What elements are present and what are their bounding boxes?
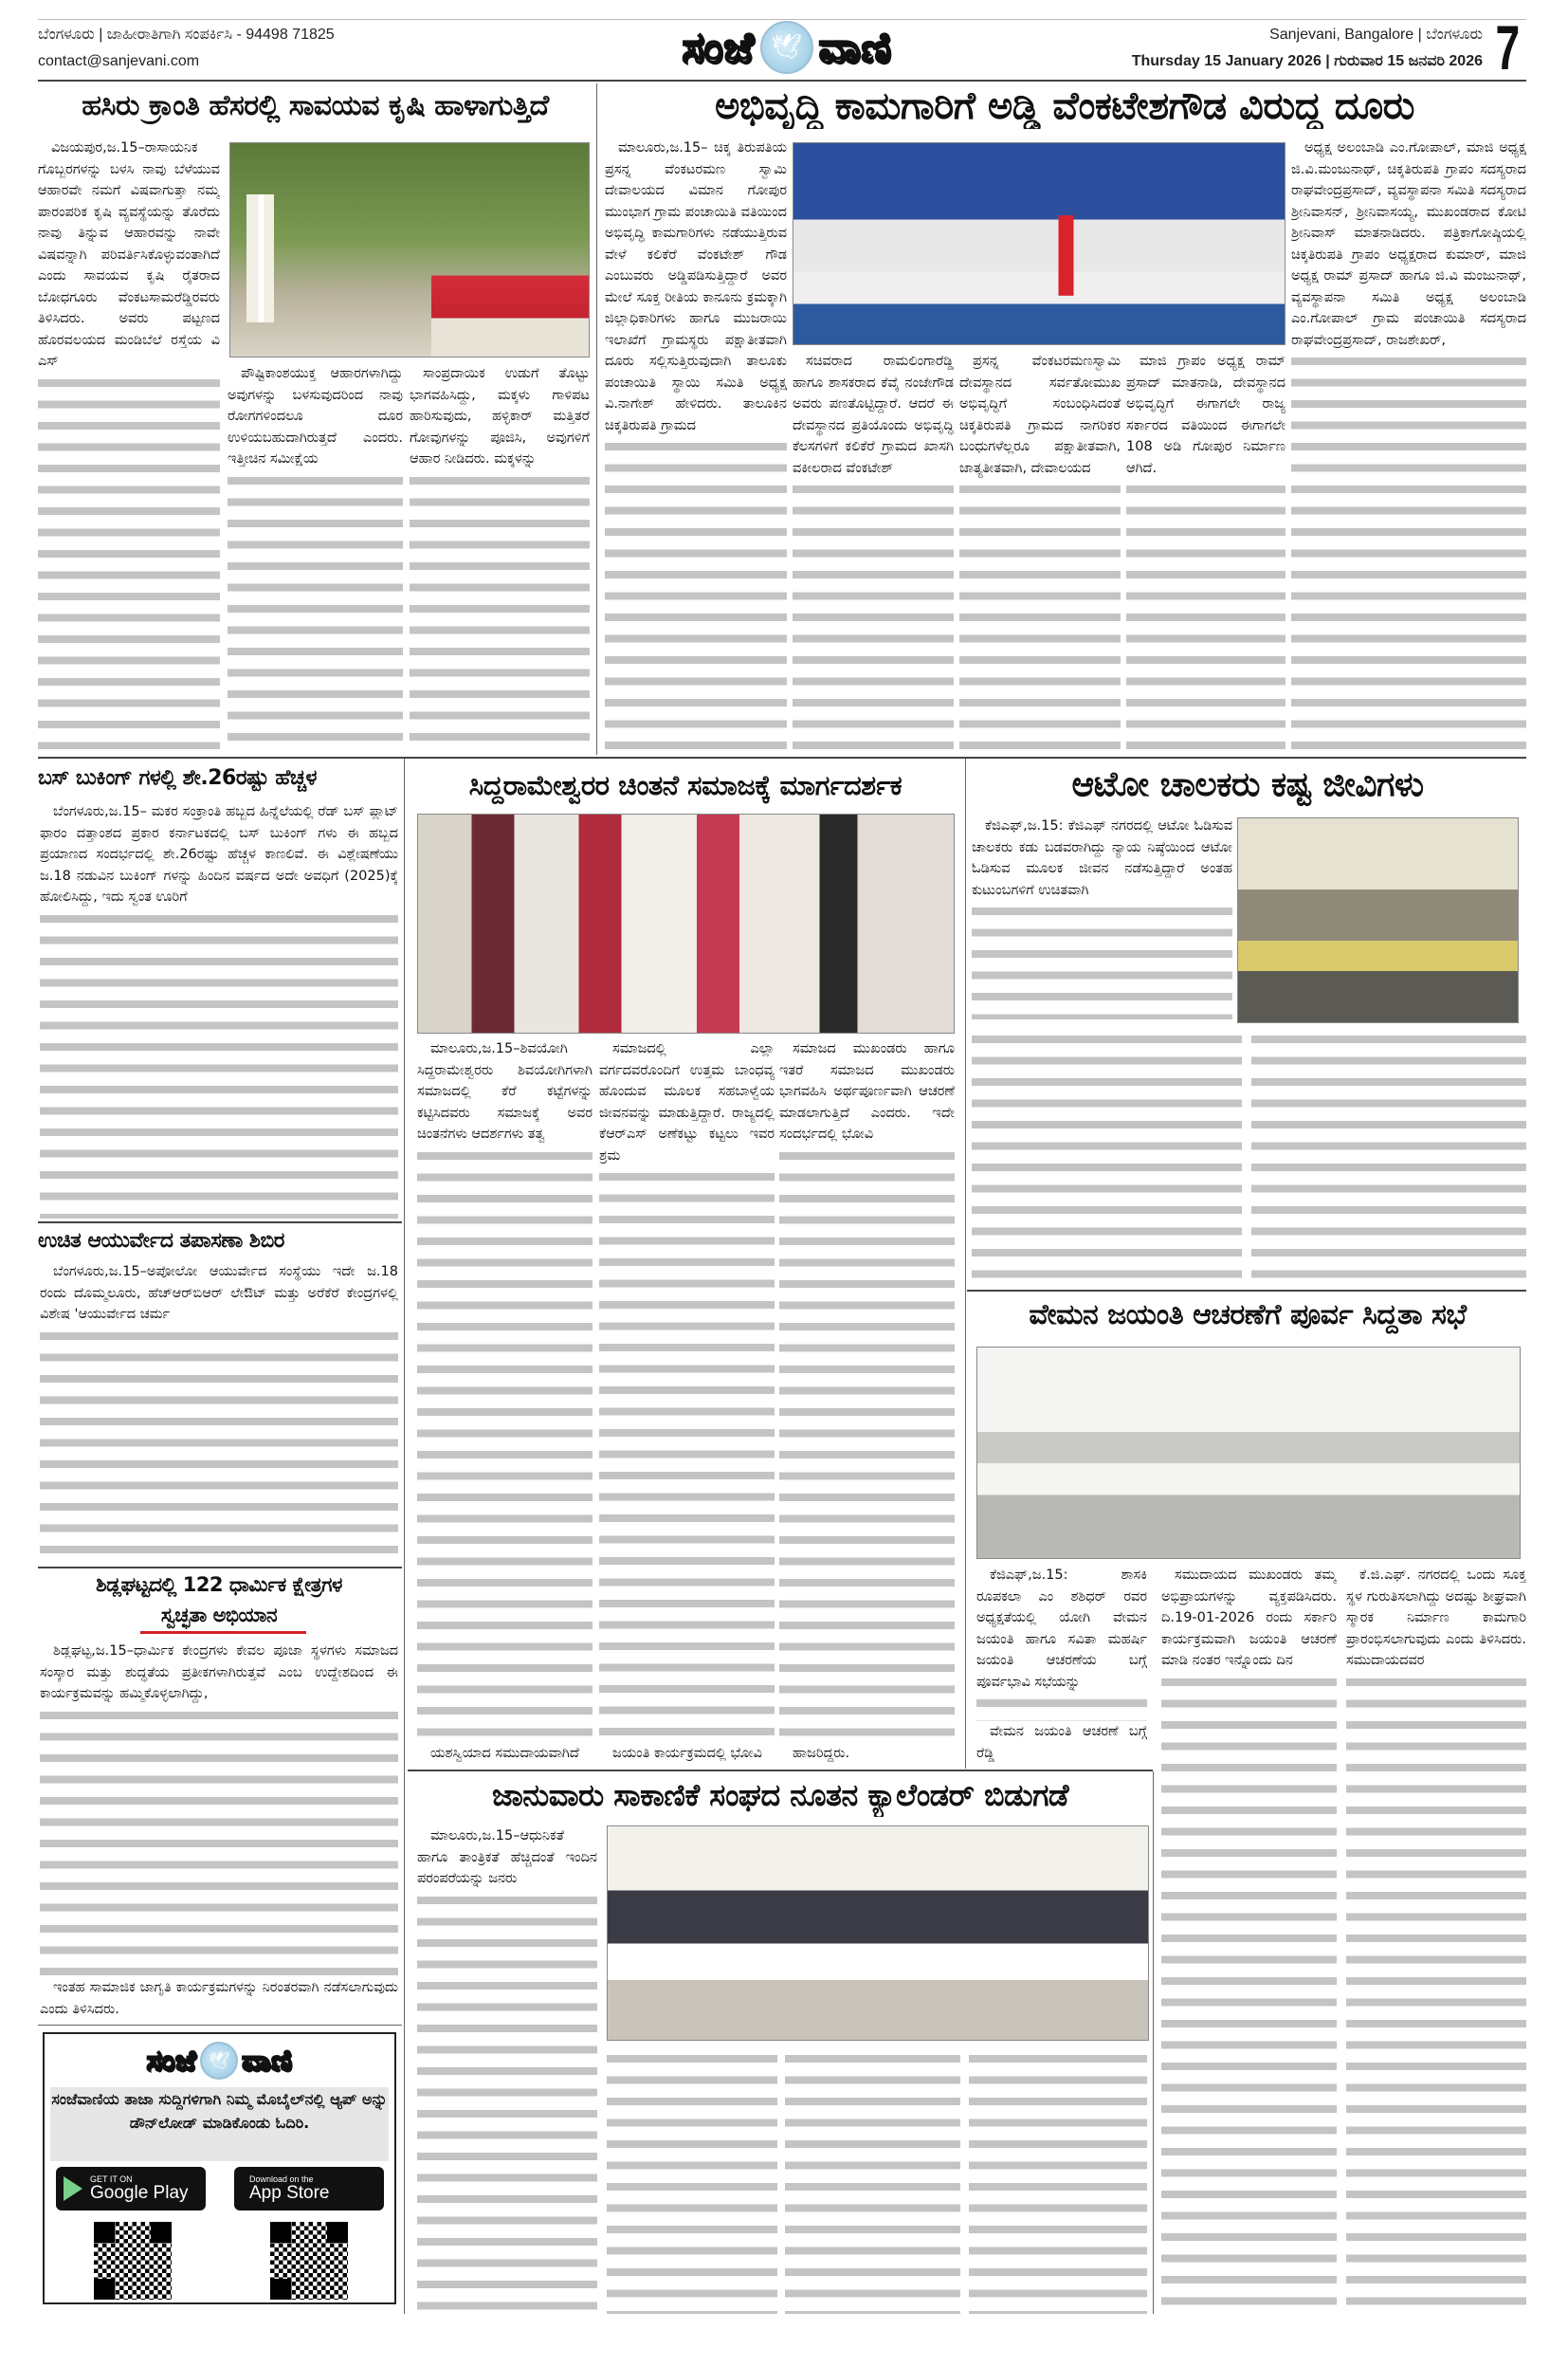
masthead-contact-line: ಬೆಂಗಳೂರು | ಜಾಹೀರಾತಿಗಾಗಿ ಸಂಪರ್ಕಿಸಿ - 94498 71825 <box>38 27 335 43</box>
article-text: ವಿಜಯಪುರ,ಜ.15–ರಾಸಾಯನಿಕ ಗೊಬ್ಬರಗಳನ್ನು ಬಳಸಿ ನಾವು ಬೆಳೆಯುವ ಆಹಾರವೇ ನಮಗೆ ವಿಷವಾಗುತ್ತಾ ನಮ್ಮ ಪಾರಂಪರಿಕ ಕೃಷಿ ವ್ಯವಸ್ಥೆಯನ್ನು ತೊರೆದು ನಾವು ತಿನ್ನುವ ಆಹಾರವನ್ನು ನಾವೇ ವಿಷವನ್ನಾಗಿ ಪರಿವರ್ತಿಸಿಕೊಳ್ಳುವಂತಾಗಿದೆ ಎಂದು ಸಾವಯವ ಕೃಷಿ ರೈತರಾದ ಬೋಧಗೂರು ವೆಂಕಟಸಾಮರೆಡ್ಡಿರವರು ತಿಳಿಸಿದರು. ಅವರು ಪಟ್ಟಣದ ಹೊರವಲಯದ ಮಂಡಿಬೆಲೆ ರಸ್ತೆಯ ವಿ ಎಸ್ <box>38 140 220 369</box>
article-column-s2-0 <box>605 138 787 749</box>
section-rule <box>38 1567 402 1568</box>
google-play-qr-code[interactable] <box>94 2222 172 2300</box>
article-body-continuation <box>793 479 954 749</box>
article-body-continuation <box>40 1326 398 1564</box>
masthead-date: Thursday 15 January 2026 | ಗುರುವಾರ 15 ಜನವರಿ 2026 <box>1131 53 1483 69</box>
photo-siddarameshwara-felicitation <box>417 814 955 1034</box>
headline-shidlaghatta-line1: ಶಿಡ್ಲಘಟ್ಟದಲ್ಲಿ 122 ಧಾರ್ಮಿಕ ಕ್ಷೇತ್ರಗಳ <box>96 1573 342 1596</box>
article-text: ಕೆ.ಜಿ.ಎಫ್. ನಗರದಲ್ಲಿ ಒಂದು ಸೂಕ್ತ ಸ್ಥಳ ಗುರುತಿಸಲಾಗಿದ್ದು ಅದಷ್ಟು ಶೀಘ್ರವಾಗಿ ಸ್ಮಾರಕ ನಿರ್ಮಾಣ ಕಾಮಗಾರಿ ಪ್ರಾರಂಭಿಸಲಾಗುವುದು ಎಂದು ತಿಳಿಸಿದರು. ಸಮುದಾಯದವರ <box>1346 1568 1526 1668</box>
section-rule <box>38 2025 402 2026</box>
article-text: ಮಾಜಿ ಗ್ರಾಪಂ ಅಧ್ಯಕ್ಷ ರಾಮ್ ಪ್ರಸಾದ್ ಮಾತನಾಡಿ, ದೇವಸ್ಥಾನದ ಅಭಿವೃದ್ಧಿಗೆ ಈಗಾಗಲೇ ರಾಜ್ಯ ಸರ್ಕಾರದ ವತಿಯಿಂದ ಈಗಾಗಲೇ 108 ಅಡಿ ಗೋಪುರ ನಿರ್ಮಾಣ ಆಗಿದೆ. <box>1126 354 1285 476</box>
article-column-s8-2 <box>1346 1565 1526 2314</box>
article-column-s9-3 <box>969 2048 1147 2314</box>
article-body-continuation <box>410 470 590 750</box>
article-text: ಸಚಿವರಾದ ರಾಮಲಿಂಗಾರೆಡ್ಡಿ ಹಾಗೂ ಶಾಸಕರಾದ ಕೆವೈ ನಂಜೇಗೌಡ ಅವರು ಪಣತೊಟ್ಟಿದ್ದಾರೆ. ಆದರೆ ಈ ದೇವಸ್ಥಾನದ ಪ್ರತಿಯೊಂದು ಅಭಿವೃದ್ಧಿ ಕೆಲಸಗಳಿಗೆ ಕಲಿಕೆರೆ ಗ್ರಾಮದ ಖಾಸಗಿ ವಕೀಲರಾದ ವೆಂಕಟೇಶ್ <box>793 354 954 476</box>
article-column-s6-2 <box>779 1038 955 1764</box>
logo-text-left: ಸಂಜೆ <box>682 23 755 72</box>
headline-siddarameshwara: ಸಿದ್ದರಾಮೇಶ್ವರರ ಚಿಂತನೆ ಸಮಾಜಕ್ಕೆ ಮಾರ್ಗದರ್ಶಕ <box>468 769 903 801</box>
column-rule <box>596 83 597 755</box>
article-body-continuation <box>972 901 1232 1019</box>
section-rule <box>408 1770 1153 1771</box>
article-text: ಸಮುದಾಯದ ಮುಖಂಡರು ತಮ್ಮ ಅಭಿಪ್ರಾಯಗಳನ್ನು ವ್ಯಕ್ತಪಡಿಸಿದರು. ದಿ.19-01-2026 ರಂದು ಸರ್ಕಾರಿ ಕಾರ್ಯಕ್ರಮವಾಗಿ ಜಯಂತಿ ಆಚರಣೆ ಮಾಡಿ ನಂತರ ಇನ್ನೊಂದು ದಿನ <box>1161 1568 1337 1668</box>
ad-logo-right: ವಾಣಿ <box>242 2044 293 2078</box>
section-rule <box>967 1290 1526 1292</box>
article-body-continuation <box>605 436 787 749</box>
article-body-continuation <box>417 1890 597 2315</box>
article-body-continuation <box>959 479 1121 749</box>
article-text-end: ವೇಮನ ಜಯಂತಿ ಆಚರಣೆ ಬಗ್ಗೆ ರೆಡ್ಡಿ <box>976 1724 1147 1761</box>
play-icon <box>64 2176 82 2201</box>
article-column-s7-0 <box>972 816 1232 1019</box>
article-body-continuation <box>607 2048 777 2314</box>
section-rule <box>38 757 1526 759</box>
photo-auto-drivers <box>1237 817 1519 1023</box>
dove-icon: 🕊 <box>200 2042 238 2080</box>
article-column-s4-0 <box>40 1261 398 1563</box>
article-text: ಕೆಜಿಎಫ್,ಜ.15: ಕೆಜಿಎಫ್ ನಗರದಲ್ಲಿ ಆಟೋ ಓಡಿಸುವ ಚಾಲಕರು ಕಡು ಬಡವರಾಗಿದ್ದು ನ್ಯಾಯ ನಿಷ್ಠೆಯಿಂದ ಆಟೋ ಓಡಿಸುವ ಮೂಲಕ ಜೀವನ ನಡೆಸುತ್ತಿದ್ದಾರೆ ಅಂತಹ ಕುಟುಂಬಗಳಿಗೆ ಉಚಿತವಾಗಿ <box>972 818 1232 898</box>
headline-cattle-calendar: ಜಾನುವಾರು ಸಾಕಾಣಿಕೆ ಸಂಘದ ನೂತನ ಕ್ಯಾಲೆಂಡರ್ ಬಿಡುಗಡೆ <box>491 1777 1069 1813</box>
article-body-continuation <box>779 1146 955 1743</box>
article-column-s9-1 <box>607 2048 777 2314</box>
article-body-continuation <box>228 470 403 750</box>
photo-vemana-meeting <box>976 1347 1521 1559</box>
article-text: ಬೆಂಗಳೂರು,ಜ.15–ಅಪೋಲೋ ಆಯುರ್ವೇದ ಸಂಸ್ಥೆಯು ಇದೇ ಜ.18 ರಂದು ದೊಮ್ಮಲೂರು, ಹೆಚ್ಆರ್‌ಬಿಆರ್ ಲೇಔಟ್ ಮತ್ತು ಅರೆಕೆರೆ ಕೇಂದ್ರಗಳಲ್ಲಿ ವಿಶೇಷ 'ಆಯುರ್ವೇದ ಚರ್ಮ <box>40 1264 398 1322</box>
article-text: ಸಾಂಪ್ರದಾಯಿಕ ಉಡುಗೆ ತೊಟ್ಟು ಭಾಗವಹಿಸಿದ್ದು, ಮಕ್ಕಳು ಗಾಳಿಪಟ ಹಾರಿಸುವುದು, ಹಳ್ಳಿಕಾರ್ ಮತ್ತಿತರೆ ಗೋವುಗಳನ್ನು ಪೂಜಿಸಿ, ಅವುಗಳಿಗೆ ಆಹಾರ ನೀಡಿದರು. ಮಕ್ಕಳನ್ನು <box>410 366 590 467</box>
article-text: ಕೆಜಿಎಫ್,ಜ.15: ಶಾಸಕಿ ರೂಪಕಲಾ ಎಂ ಶಶಿಧರ್ ರವರ ಅಧ್ಯಕ್ಷತೆಯಲ್ಲಿ ಯೋಗಿ ವೇಮನ ಜಯಂತಿ ಹಾಗೂ ಸವಿತಾ ಮಹರ್ಷಿ ಜಯಂತಿ ಆಚರಣೆಯ ಬಗ್ಗೆ ಪೂರ್ವಭಾವಿ ಸಭೆಯನ್ನು <box>976 1568 1147 1690</box>
article-column-s2-4 <box>1291 138 1526 749</box>
headline-bus-booking: ಬಸ್ ಬುಕಿಂಗ್ ಗಳಲ್ಲಿ ಶೇ.26ರಷ್ಟು ಹೆಚ್ಚಳ <box>38 766 317 790</box>
article-column-s3-0 <box>40 801 398 1219</box>
article-text: ಮಾಲೂರು,ಜ.15– ಚಿಕ್ಕ ತಿರುಪತಿಯ ಪ್ರಸನ್ನ ವೆಂಕಟರಮಣ ಸ್ವಾಮಿ ದೇವಾಲಯದ ವಿಮಾನ ಗೋಪುರ ಮುಂಭಾಗ ಗ್ರಾಮ ಪಂಚಾಯಿತಿ ವತಿಯಿಂದ ಅಭಿವೃದ್ಧಿ ಕಾಮಗಾರಿಗಳು ನಡೆಯುತ್ತಿರುವ ವೇಳೆ ಕಲಿಕೆರೆ ವೆಂಕಟೇಶ್ ಗೌಡ ಎಂಬುವರು ಅಡ್ಡಿಪಡಿಸುತ್ತಿದ್ದಾರೆ ಅವರ ಮೇಲೆ ಸೂಕ್ತ ರೀತಿಯ ಕಾನೂನು ಕ್ರಮಕ್ಕಾಗಿ ಜಿಲ್ಲಾಧಿಕಾರಿಗಳು ಹಾಗೂ ಮುಜರಾಯಿ ಇಲಾಖೆಗೆ ಗ್ರಾಮಸ್ಥರು ಪಕ್ಷಾತೀತವಾಗಿ ದೂರು ಸಲ್ಲಿಸುತ್ತಿರುವುದಾಗಿ ತಾಲೂಕು ಪಂಚಾಯಿತಿ ಸ್ಥಾಯಿ ಸಮಿತಿ ಅಧ್ಯಕ್ಷ ವಿ.ನಾಗೇಶ್ ಹೇಳಿದರು. ತಾಲೂಕಿನ ಚಿಕ್ಕತಿರುಪತಿ ಗ್ರಾಮದ <box>605 140 787 433</box>
article-text: ಶಿಡ್ಲಘಟ್ಟ,ಜ.15–ಧಾರ್ಮಿಕ ಕೇಂದ್ರಗಳು ಕೇವಲ ಪೂಜಾ ಸ್ಥಳಗಳು ಸಮಾಜದ ಸಂಸ್ಕಾರ ಮತ್ತು ಶುದ್ಧತೆಯ ಪ್ರತೀಕಗಳಾಗಿರುತ್ತವೆ ಎಂಬ ಉದ್ದೇಶದಿಂದ ಈ ಕಾರ್ಯಕ್ರಮವನ್ನು ಹಮ್ಮಿಕೊಳ್ಳಲಾಗಿದ್ದು, <box>40 1643 398 1701</box>
app-store-qr-code[interactable] <box>270 2222 348 2300</box>
article-column-s2-1 <box>793 351 954 749</box>
masthead-rule <box>38 80 1526 82</box>
headline-shidlaghatta-line2: ಸ್ವಚ್ಛತಾ ಅಭಿಯಾನ <box>160 1604 278 1626</box>
column-rule <box>404 759 405 2314</box>
article-text-end: ಯಶಸ್ವಿಯಾದ ಸಮುದಾಯವಾಗಿದೆ <box>430 1745 579 1761</box>
app-store-label: App Store <box>249 2183 330 2203</box>
article-body-continuation <box>1161 1672 1337 2315</box>
ad-logo <box>45 2040 394 2082</box>
headline-temple-complaint: ಅಭಿವೃದ್ಧಿ ಕಾಮಗಾರಿಗೆ ಅಡ್ಡಿ ವೆಂಕಟೇಶಗೌಡ ವಿರುದ್ಧ ದೂರು <box>715 84 1414 128</box>
app-store-small: Download on the <box>249 2174 314 2184</box>
headline-organic-farming: ಹಸಿರು ಕ್ರಾಂತಿ ಹೆಸರಲ್ಲಿ ಸಾವಯವ ಕೃಷಿ ಹಾಳಾಗುತ್ತಿದೆ <box>82 89 549 122</box>
article-text: ಸಮಾಜದ ಮುಖಂಡರು ಹಾಗೂ ಇತರೆ ಸಮಾಜದ ಮುಖಂಡರು ಭಾಗವಹಿಸಿ ಅರ್ಥಪೂರ್ಣವಾಗಿ ಆಚರಣೆ ಮಾಡಲಾಗುತ್ತಿದೆ ಎಂದರು. ಇದೇ ಸಂದರ್ಭದಲ್ಲಿ ಭೋವಿ <box>779 1041 955 1142</box>
dove-icon: 🕊 <box>760 21 813 74</box>
column-rule <box>965 759 966 1769</box>
photo-temple-press-meet <box>793 142 1285 345</box>
article-text: ಬೆಂಗಳೂರು,ಜ.15– ಮಕರ ಸಂಕ್ರಾಂತಿ ಹಬ್ಬದ ಹಿನ್ನೆಲೆಯಲ್ಲಿ ರೆಡ್ ಬಸ್ ಪ್ಲಾಟ್ ಫಾರಂ ದತ್ತಾಂಶದ ಪ್ರಕಾರ ಕರ್ನಾಟಕದಲ್ಲಿ ಬಸ್ ಬುಕಿಂಗ್ ಗಳು ಈ ಹಬ್ಬದ ಪ್ರಯಾಣದ ಸಂದರ್ಭದಲ್ಲಿ ಶೇ.26ರಷ್ಟು ಹೆಚ್ಚಳ ಕಾಣಲಿವೆ. ಈ ವಿಶ್ಲೇಷಣೆಯು ಜ.18 ನಡುವಿನ ಬುಕಿಂಗ್ ಗಳನ್ನು ಹಿಂದಿನ ವರ್ಷದ ಅದೇ ಅವಧಿಗೆ (2025)ಕ್ಕೆ ಹೋಲಿಸಿದ್ದು, ಇದು ಸ್ವಂತ ಊರಿಗೆ <box>40 804 398 905</box>
google-play-label: Google Play <box>90 2183 189 2203</box>
article-text: ಮಾಲೂರು,ಜ.15–ಶಿವಯೋಗಿ ಸಿದ್ದರಾಮೇಶ್ವರರು ಶಿವಯೋಗಿಗಳಾಗಿ ಸಮಾಜದಲ್ಲಿ ಕೆರೆ ಕಟ್ಟೆಗಳನ್ನು ಕಟ್ಟಿಸಿದವರು ಸಮಾಜಕ್ಕೆ ಅವರ ಚಿಂತನೆಗಳು ಆದರ್ಶಗಳು ತತ್ವ <box>417 1041 593 1142</box>
article-column-s1-2 <box>410 363 590 749</box>
article-body-continuation <box>785 2048 960 2314</box>
ad-message: ಸಂಜೆವಾಣಿಯ ತಾಜಾ ಸುದ್ದಿಗಳಿಗಾಗಿ ನಿಮ್ಮ ಮೊಬೈಲ್‌ನಲ್ಲಿ ಆ್ಯಪ್ ಅನ್ನು ಡೌನ್‌ಲೋಡ್ ಮಾಡಿಕೊಂಡು ಓದಿರಿ. <box>50 2087 389 2161</box>
photo-calendar-release <box>607 1825 1149 2041</box>
article-body-continuation <box>40 1705 398 1978</box>
logo-text-right: ವಾಣಿ <box>818 23 892 72</box>
section-rule <box>38 1221 402 1223</box>
photo-organic-farming-event <box>229 142 590 358</box>
article-body-continuation <box>1291 351 1526 749</box>
app-download-ad <box>43 2032 396 2304</box>
headline-underline <box>140 1631 306 1634</box>
headline-ayurveda-camp: ಉಚಿತ ಆಯುರ್ವೇದ ತಪಾಸಣಾ ಶಿಬಿರ <box>38 1229 284 1253</box>
article-text: ಸಮಾಜದಲ್ಲಿ ಎಲ್ಲಾ ವರ್ಗದವರೊಂದಿಗೆ ಉತ್ತಮ ಬಾಂಧವ್ಯ ಹೊಂದುವ ಮೂಲಕ ಸಹಬಾಳ್ವೆಯ ಜೀವನವನ್ನು ಮಾಡುತ್ತಿದ್ದಾರೆ. ರಾಜ್ಯದಲ್ಲಿ ಕೆಆರ್‌ಎಸ್ ಅಣೆಕಟ್ಟು ಕಟ್ಟಲು ಇವರ ಶ್ರಮ <box>599 1041 775 1164</box>
article-column-s1-1 <box>228 363 403 749</box>
article-body-continuation <box>1346 1672 1526 2315</box>
page-number: 7 <box>1495 12 1521 83</box>
masthead-email[interactable]: contact@sanjevani.com <box>38 53 200 69</box>
newspaper-logo <box>626 17 948 78</box>
article-body-continuation <box>1251 1029 1526 1285</box>
article-body-continuation <box>976 1693 1147 1721</box>
article-text: ಮಾಲೂರು,ಜ.15–ಆಧುನಿಕತೆ ಹಾಗೂ ತಾಂತ್ರಿಕತೆ ಹೆಚ್ಚಿದಂತೆ ಇಂದಿನ ಪರಂಪರೆಯನ್ನು ಜನರು <box>417 1828 597 1886</box>
article-column-s1-0 <box>38 138 220 749</box>
article-body-continuation <box>417 1146 593 1743</box>
article-column-s5-0 <box>40 1641 398 2020</box>
article-text: ಪ್ರಸನ್ನ ವೆಂಕಟರಮಣಸ್ವಾಮಿ ದೇವಸ್ಥಾನದ ಸರ್ವತೋಮುಖ ಅಭಿವೃದ್ಧಿಗೆ ಸಂಬಂಧಿಸಿದಂತೆ ಚಿಕ್ಕತಿರುಪತಿ ಗ್ರಾಮದ ನಾಗರಿಕರ ಬಂಧುಗಳೆಲ್ಲರೂ ಪಕ್ಷಾತೀತವಾಗಿ, ಜಾತ್ಯತೀತವಾಗಿ, ದೇವಾಲಯದ <box>959 354 1121 476</box>
article-text-end: ಹಾಜರಿದ್ದರು. <box>793 1745 850 1761</box>
article-column-s9-2 <box>785 2048 960 2314</box>
masthead-edition: Sanjevani, Bangalore | ಬೆಂಗಳೂರು <box>1269 27 1483 43</box>
article-column-s7-1 <box>972 1029 1242 1285</box>
headline-auto-drivers: ಆಟೋ ಚಾಲಕರು ಕಷ್ಟ ಜೀವಿಗಳು <box>1071 765 1424 804</box>
article-body-continuation <box>972 1029 1242 1285</box>
article-text-end: ಜಯಂತಿ ಕಾರ್ಯಕ್ರಮದಲ್ಲಿ ಭೋವಿ <box>612 1745 762 1761</box>
ad-logo-left: ಸಂಜೆ <box>146 2044 197 2078</box>
column-rule <box>1153 1771 1154 2314</box>
article-body-continuation <box>599 1166 775 1743</box>
article-column-s6-0 <box>417 1038 593 1764</box>
article-body-continuation <box>40 908 398 1220</box>
article-body-continuation <box>969 2048 1147 2314</box>
article-body-continuation <box>1126 479 1285 749</box>
article-body-continuation <box>38 373 220 750</box>
article-column-s2-2 <box>959 351 1121 749</box>
app-store-button[interactable] <box>234 2167 384 2210</box>
article-text-end: ಇಂತಹ ಸಾಮಾಜಿಕ ಜಾಗೃತಿ ಕಾರ್ಯಕ್ರಮಗಳನ್ನು ನಿರಂತರವಾಗಿ ನಡೆಸಲಾಗುವುದು ಎಂದು ತಿಳಿಸಿದರು. <box>40 1980 398 2017</box>
article-column-s8-1 <box>1161 1565 1337 2314</box>
article-column-s9-0 <box>417 1825 597 2314</box>
article-column-s8-0 <box>976 1565 1147 1764</box>
article-column-s6-1 <box>599 1038 775 1764</box>
article-column-s7-2 <box>1251 1029 1526 1285</box>
google-play-small: GET IT ON <box>90 2174 133 2184</box>
google-play-button[interactable] <box>56 2167 206 2210</box>
article-text: ಪೌಷ್ಟಿಕಾಂಶಯುಕ್ತ ಆಹಾರಗಳಾಗಿದ್ದು ಅವುಗಳನ್ನು ಬಳಸುವುದರಿಂದ ನಾವು ರೋಗಗಳಿಂದಲೂ ದೂರ ಉಳಿಯಬಹುದಾಗಿರುತ್ತದೆ ಎಂದರು. ಇತ್ತೀಚಿನ ಸಮೀಕ್ಷೆಯ <box>228 366 403 467</box>
article-column-s2-3 <box>1126 351 1285 749</box>
article-text: ಅಧ್ಯಕ್ಷ ಅಲಂಬಾಡಿ ಎಂ.ಗೋಪಾಲ್, ಮಾಜಿ ಅಧ್ಯಕ್ಷ ಜಿ.ವಿ.ಮಂಜುನಾಥ್, ಚಿಕ್ಕತಿರುಪತಿ ಗ್ರಾಪಂ ಸದಸ್ಯರಾದ ರಾಘವೇಂದ್ರಪ್ರಸಾದ್, ವ್ಯವಸ್ಥಾಪನಾ ಸಮಿತಿ ಸದಸ್ಯರಾದ ಶ್ರೀನಿವಾಸನ್, ಶ್ರೀನಿವಾಸಯ್ಯ, ಮುಖಂಡರಾದ ಕೋಟಿ ಶ್ರೀನಿವಾಸ್ ಮಾತನಾಡಿದರು. ಪತ್ರಿಕಾಗೋಷ್ಠಿಯಲ್ಲಿ ಚಿಕ್ಕತಿರುಪತಿ ಗ್ರಾಪಂ ಅಧ್ಯಕ್ಷರಾದ ಕುಮಾರ್, ಮಾಜಿ ಅಧ್ಯಕ್ಷ ರಾಮ್ ಪ್ರಸಾದ್ ಹಾಗೂ ಜಿ.ವಿ ಮಂಜುನಾಥ್, ವ್ಯವಸ್ಥಾಪನಾ ಸಮಿತಿ ಅಧ್ಯಕ್ಷ ಅಲಂಬಾಡಿ ಎಂ.ಗೋಪಾಲ್ ಗ್ರಾಮ ಪಂಚಾಯಿತಿ ಸದಸ್ಯರಾದ ರಾಘವೇಂದ್ರಪ್ರಸಾದ್, ರಾಜಶೇಖರ್, <box>1291 140 1526 348</box>
headline-vemana-jayanti: ವೇಮನ ಜಯಂತಿ ಆಚರಣೆಗೆ ಪೂರ್ವ ಸಿದ್ದತಾ ಸಭೆ <box>1029 1298 1467 1331</box>
